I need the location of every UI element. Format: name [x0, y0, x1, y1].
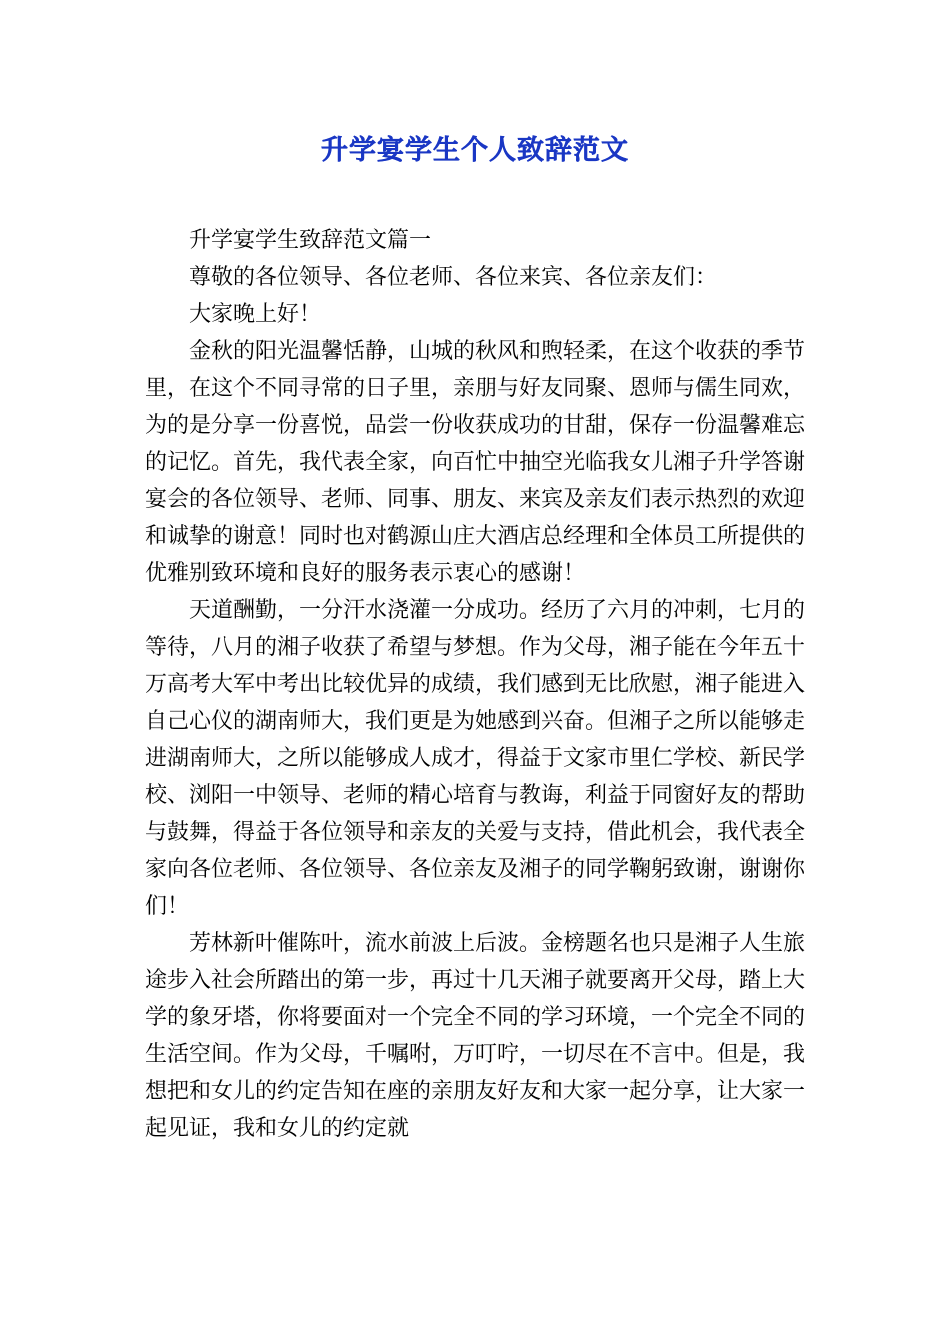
salutation: 尊敬的各位领导、各位老师、各位来宾、各位亲友们： [189, 265, 718, 290]
body-paragraph: 芳林新叶催陈叶，流水前波上后波。金榜题名也只是湘子人生旅途步入社会所踏出的第一步，再过十几天湘子就要离开父母，踏上大学的象牙塔，你将要面对一个完全不同的学习环境，一个完全不同的生活空间。作为父母，千嘱咐，万叮咛，一切尽在不言中。但是，我想把和女儿的约定告知在座的亲朋友好友和大家一起分享，让大家一起见证，我和女儿的约定就 [145, 931, 806, 1141]
document-body [145, 222, 805, 1147]
body-paragraph: 金秋的阳光温馨恬静，山城的秋风和煦轻柔，在这个收获的季节里，在这个不同寻常的日子里，亲朋与好友同聚、恩师与儒生同欢，为的是分享一份喜悦，品尝一份收获成功的甘甜，保存一份温馨难忘的记忆。首先，我代表全家，向百忙中抽空光临我女儿湘子升学答谢宴会的各位领导、老师、同事、朋友、来宾及亲友们表示热烈的欢迎和诚挚的谢意！同时也对鹤源山庄大酒店总经理和全体员工所提供的优雅别致环境和良好的服务表示衷心的感谢！ [145, 339, 806, 586]
document-title: 升学宴学生个人致辞范文 [321, 135, 629, 166]
body-paragraph: 天道酬勤，一分汗水浇灌一分成功。经历了六月的冲刺，七月的等待，八月的湘子收获了希望与梦想。作为父母，湘子能在今年五十万高考大军中考出比较优异的成绩，我们感到无比欣慰，湘子能进入自己心仪的湖南师大，我们更是为她感到兴奋。但湘子之所以能够走进湖南师大，之所以能够成人成才，得益于文家市里仁学校、新民学校、浏阳一中领导、老师的精心培育与教诲，利益于同窗好友的帮助与鼓舞，得益于各位领导和亲友的关爱与支持，借此机会，我代表全家向各位老师、各位领导、各位亲友及湘子的同学鞠躬致谢，谢谢你们！ [145, 598, 806, 919]
section-heading: 升学宴学生致辞范文篇一 [189, 228, 432, 253]
greeting: 大家晚上好！ [189, 302, 322, 327]
